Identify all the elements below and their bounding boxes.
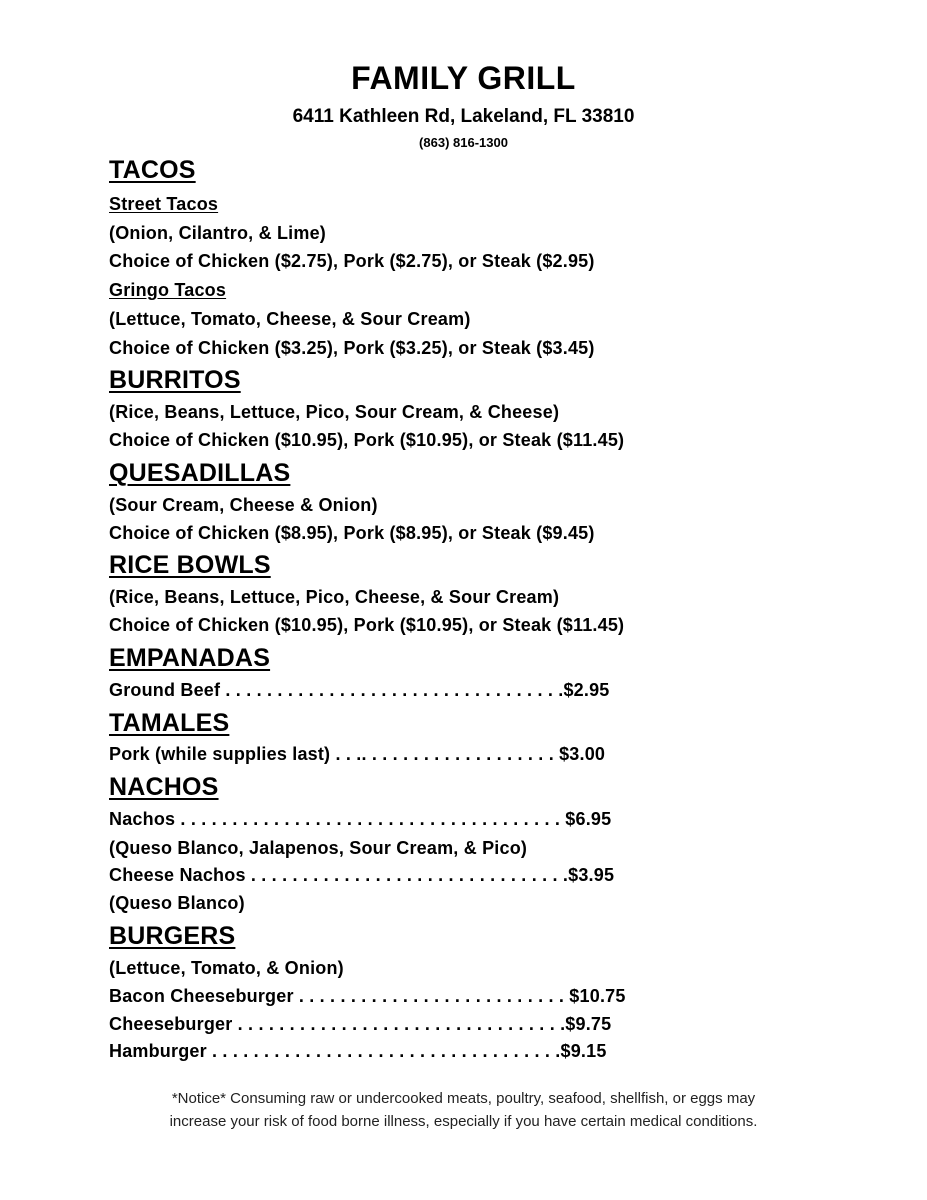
quesadillas-prices: Choice of Chicken ($8.95), Pork ($8.95), or Steak ($9.45) — [109, 523, 595, 543]
gringo-tacos-prices: Choice of Chicken ($3.25), Pork ($3.25), or Steak ($3.45) — [109, 338, 595, 358]
empanadas-heading: EMPANADAS — [109, 644, 271, 672]
cheese-nachos-toppings: (Queso Blanco) — [109, 893, 245, 913]
restaurant-name: FAMILY GRILL — [351, 60, 576, 96]
tamales-item: Pork (while supplies last) . . .. . . . . . . . . . . . . . . . . . . $3.00 — [109, 744, 606, 764]
quesadillas-heading: QUESADILLAS — [109, 459, 291, 487]
tacos-heading: TACOS — [109, 156, 196, 184]
quesadillas-toppings: (Sour Cream, Cheese & Onion) — [109, 495, 378, 515]
nachos-heading: NACHOS — [109, 773, 219, 801]
bacon-cheeseburger-item: Bacon Cheeseburger . . . . . . . . . . . . . . . . . . . . . . . . . . $10.75 — [109, 986, 626, 1006]
rice-bowls-prices: Choice of Chicken ($10.95), Pork ($10.95), or Steak ($11.45) — [109, 615, 625, 635]
restaurant-address: 6411 Kathleen Rd, Lakeland, FL 33810 — [292, 106, 635, 127]
restaurant-phone: (863) 816-1300 — [419, 135, 508, 150]
hamburger-item: Hamburger . . . . . . . . . . . . . . . . . . . . . . . . . . . . . . . . . .$9.15 — [109, 1041, 607, 1061]
tamales-heading: TAMALES — [109, 709, 230, 737]
burgers-heading: BURGERS — [109, 922, 236, 950]
gringo-tacos-toppings: (Lettuce, Tomato, Cheese, & Sour Cream) — [109, 309, 471, 329]
burritos-heading: BURRITOS — [109, 366, 241, 394]
burritos-toppings: (Rice, Beans, Lettuce, Pico, Sour Cream, & Cheese) — [109, 402, 560, 422]
empanadas-item: Ground Beef . . . . . . . . . . . . . . . . . . . . . . . . . . . . . . . . .$2.95 — [109, 680, 610, 700]
nachos-toppings: (Queso Blanco, Jalapenos, Sour Cream, & Pico) — [109, 838, 528, 858]
gringo-tacos-title: Gringo Tacos — [109, 280, 227, 300]
cheeseburger-item: Cheeseburger . . . . . . . . . . . . . . . . . . . . . . . . . . . . . . . .$9.75 — [109, 1014, 612, 1034]
cheese-nachos-item: Cheese Nachos . . . . . . . . . . . . . . . . . . . . . . . . . . . . . . .$3.95 — [109, 865, 615, 885]
burgers-toppings: (Lettuce, Tomato, & Onion) — [109, 958, 344, 978]
rice-bowls-toppings: (Rice, Beans, Lettuce, Pico, Cheese, & Sour Cream) — [109, 587, 560, 607]
street-tacos-title: Street Tacos — [109, 194, 219, 214]
notice-line-2: increase your risk of food borne illness, especially if you have certain medical conditions. — [169, 1113, 758, 1130]
food-safety-notice — [0, 1087, 927, 1133]
street-tacos-toppings: (Onion, Cilantro, & Lime) — [109, 223, 326, 243]
notice-line-1: *Notice* Consuming raw or undercooked meats, poultry, seafood, shellfish, or eggs may — [171, 1090, 756, 1107]
nachos-item: Nachos . . . . . . . . . . . . . . . . . . . . . . . . . . . . . . . . . . . . . $6.95 — [109, 809, 612, 829]
street-tacos-prices: Choice of Chicken ($2.75), Pork ($2.75), or Steak ($2.95) — [109, 251, 595, 271]
burritos-prices: Choice of Chicken ($10.95), Pork ($10.95), or Steak ($11.45) — [109, 430, 625, 450]
rice-bowls-heading: RICE BOWLS — [109, 551, 271, 579]
